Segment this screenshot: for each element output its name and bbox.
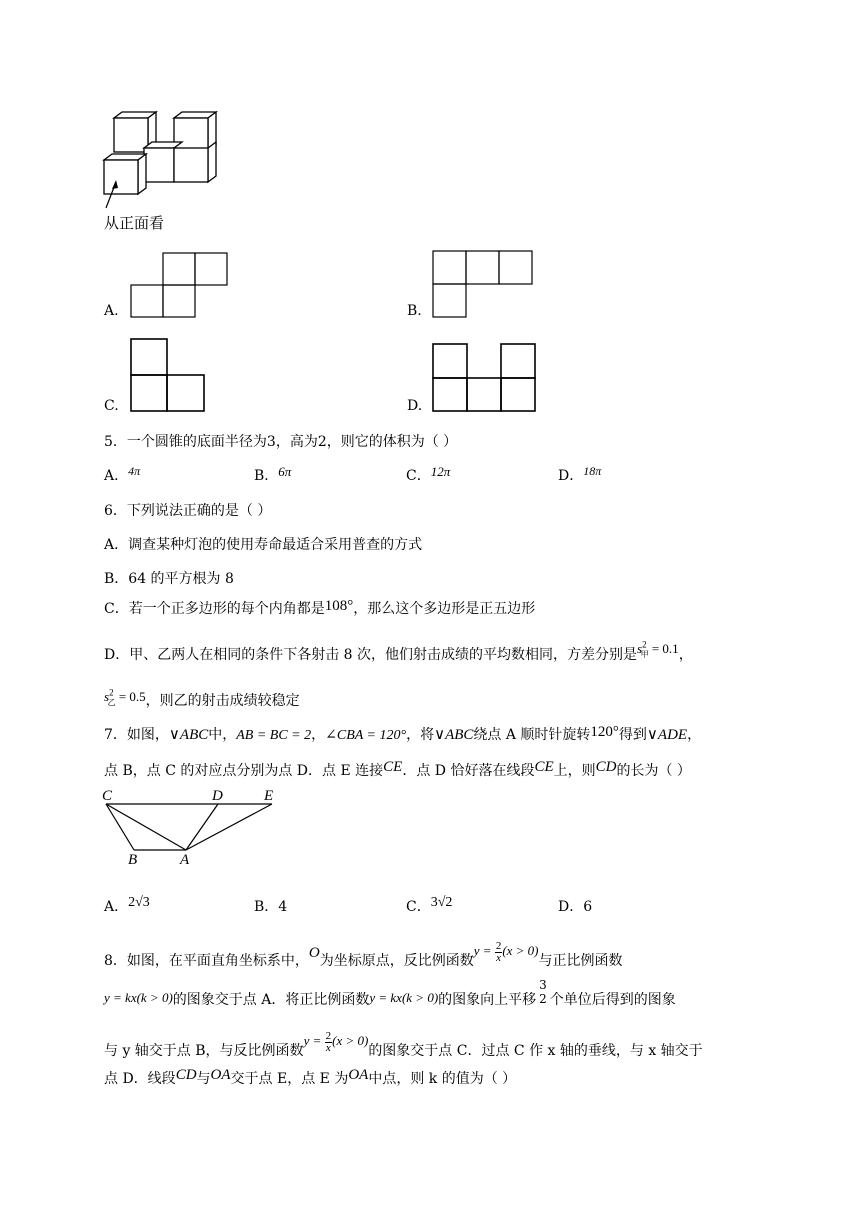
q7-option-d-value: 6: [583, 899, 593, 915]
q6-option-c: C．若一个正多边形的每个内角都是108°，那么这个多边形是正五边形: [104, 598, 536, 617]
q7-option-c-letter: C．: [406, 899, 431, 915]
q5-option-a-letter: A．: [104, 468, 129, 484]
q6-option-b: B．64 的平方根为 8: [104, 571, 234, 587]
cube-stack-figure: [100, 110, 230, 220]
q4-option-b-figure: [432, 250, 534, 318]
q5-option-c-letter: C．: [406, 468, 431, 484]
q8-line-2: y = kx(k > 0)的图象交于点 A．将正比例函数y = kx(k > 0)的图象向上平移 3 2 个单位后得到的图象: [104, 978, 676, 1008]
q4-option-b-letter: B.: [407, 303, 422, 319]
q8-line-4: 点 D．线段CD与OA交于点 E，点 E 为OA中点，则 k 的值为（ ）: [104, 1067, 517, 1087]
q5-stem: 5．一个圆锥的底面半径为3，高为2，则它的体积为（ ）: [104, 434, 458, 450]
q4-option-d-letter: D.: [407, 398, 423, 414]
q7-line-2: 点 B，点 C 的对应点分别为点 D．点 E 连接CE．点 D 恰好落在线段CE上，则CD的长为（ ）: [104, 759, 691, 779]
q7-triangle-figure: [100, 790, 280, 870]
q7-label-c: C: [102, 788, 113, 804]
q6-option-a: A．调查某种灯泡的使用寿命最适合采用普查的方式: [104, 537, 423, 553]
q5-option-a-value: 4π: [128, 464, 141, 478]
q6-variance-yi: $s^2_乙 = 0.5$: [104, 687, 146, 707]
q5-option-d-value: 18π: [583, 464, 602, 478]
q7-line-1: 7．如图，∨ABC中，AB = BC = 2，∠CBA = 120°，将∨ABC绕点 A 顺时针旋转120°得到∨ADE，: [104, 724, 702, 743]
q5-option-b-letter: B．: [254, 468, 279, 484]
q6-option-d-cont: $s^2_乙 = 0.5$，则乙的射击成绩较稳定: [104, 687, 300, 709]
q4-option-c-figure: [130, 338, 208, 414]
q6-variance-jia: $s^2_甲 = 0.1$: [637, 639, 679, 659]
q7-option-b-letter: B．: [254, 899, 279, 915]
q4-option-c-letter: C.: [104, 398, 119, 414]
q6-option-d: D．甲、乙两人在相同的条件下各射击 8 次，他们射击成绩的平均数相同，方差分别是$s^2_甲 = 0.1$，: [104, 639, 693, 663]
q7-option-c-value: 3√2: [430, 895, 453, 910]
view-direction-label: 从正面看: [104, 214, 165, 232]
q7-option-b-value: 4: [278, 899, 288, 915]
q6-stem: 6．下列说法正确的是（ ）: [104, 503, 272, 519]
q7-label-b: B: [128, 852, 138, 868]
q7-label-d: D: [212, 788, 223, 804]
q5-option-c-value: 12π: [430, 464, 451, 479]
q8-line-1: 8．如图，在平面直角坐标系中，O为坐标原点，反比例函数y = $\frac{2}{x}$ (x > 0)与正比例函数: [104, 939, 623, 969]
q7-option-a-value: 2√3: [128, 895, 150, 910]
q7-label-a: A: [180, 852, 190, 868]
q7-option-a-letter: A．: [104, 899, 129, 915]
q6-angle: 108°: [324, 598, 354, 614]
q4-option-a-figure: [130, 252, 230, 318]
q7-option-d-letter: D．: [558, 899, 584, 915]
q4-option-d-figure: [432, 343, 538, 413]
q5-option-d-letter: D．: [558, 468, 584, 484]
q5-option-b-value: 6π: [278, 464, 292, 479]
q7-label-e: E: [264, 788, 274, 804]
q4-option-a-letter: A.: [104, 303, 119, 319]
q8-line-3: 与 y 轴交于点 B，与反比例函数y = $\frac{2}{x}$ (x > 0)的图象交于点 C．过点 C 作 x 轴的垂线，与 x 轴交于: [104, 1029, 703, 1059]
